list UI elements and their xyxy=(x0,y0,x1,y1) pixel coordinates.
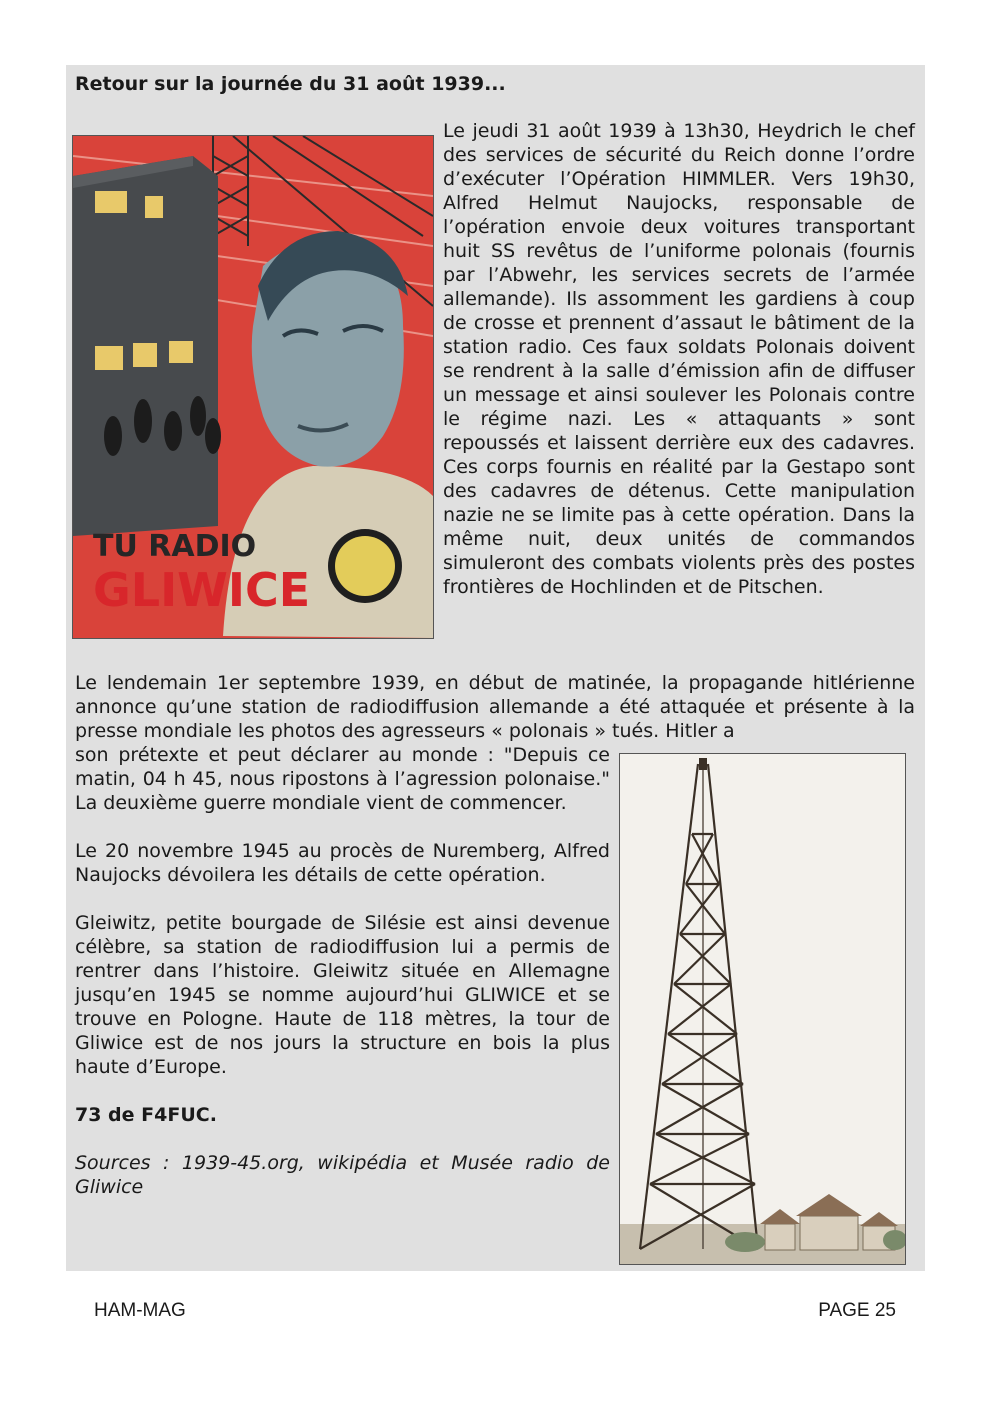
intro-paragraph: Le jeudi 31 août 1939 à 13h30, Heydrich le chef des services de sécurité du Reich donne l’ordre d’exécuter l’Opération HIMMLER. Vers 19h30, Alfred Helmut Naujocks, responsable de l’opération envoie deux voitures transportant huit SS revêtus de l’uniforme polonais (fournis par l’Abwehr, les services secrets de l’armée allemande). Ils assomment les gardiens à coup de crosse et prennent d’assaut le bâtiment de la station radio. Ces faux soldats Polonais doivent se rendrent à la salle d’émission afin de diffuser un message et ainsi soulever les Polonais contre le régime nazi. Les « attaquants » sont repoussés et laissent derrière eux des cadavres. Ces corps fournis en réalité par la Gestapo sont des cadavres de détenus. Cette manipulation nazie ne se limite pas à cette opération. Dans la même nuit, deux unités de commandos simuleront des combats violents près des postes frontières de Hochlinden et de Pitschen. xyxy=(443,120,915,598)
gliwice-poster-image xyxy=(72,135,434,639)
footer-magazine-name: HAM-MAG xyxy=(94,1300,186,1321)
poster-title-line1: TU RADIO xyxy=(93,529,257,564)
article-title: Retour sur la journée du 31 août 1939... xyxy=(75,73,506,95)
poster-title-line2: GLIWICE xyxy=(93,563,311,617)
nuremberg-paragraph: Le 20 novembre 1945 au procès de Nuremberg, Alfred Naujocks dévoilera les détails de cette opération. xyxy=(75,840,610,886)
gliwice-tower-photo xyxy=(619,753,906,1265)
signature: 73 de F4FUC. xyxy=(75,1104,217,1126)
left-text-column xyxy=(75,743,610,1199)
gleiwitz-paragraph: Gleiwitz, petite bourgade de Silésie est ainsi devenue célèbre, sa station de radiodiffusion lui a permis de rentrer dans l’histoire. Gleiwitz située en Allemagne jusqu’en 1945 se nomme aujourd’hui GLIWICE et se trouve en Pologne. Haute de 118 mètres, la tour de Gliwice est de nos jours la structure en bois la plus haute d’Europe. xyxy=(75,912,610,1078)
continuation-paragraph: son prétexte et peut déclarer au monde : "Depuis ce matin, 04 h 45, nous ripostons à l’agression polonaise." La deuxième guerre mondiale vient de commencer. xyxy=(75,744,610,814)
footer-page-number: PAGE 25 xyxy=(818,1300,896,1321)
sources: Sources : 1939-45.org, wikipédia et Musée radio de Gliwice xyxy=(75,1152,610,1198)
second-paragraph: Le lendemain 1er septembre 1939, en début de matinée, la propagande hitlérienne annonce qu’une station de radiodiffusion allemande a été attaquée et présente à la presse mondiale les photos des agresseurs « polonais » tués. Hitler a xyxy=(75,672,915,742)
